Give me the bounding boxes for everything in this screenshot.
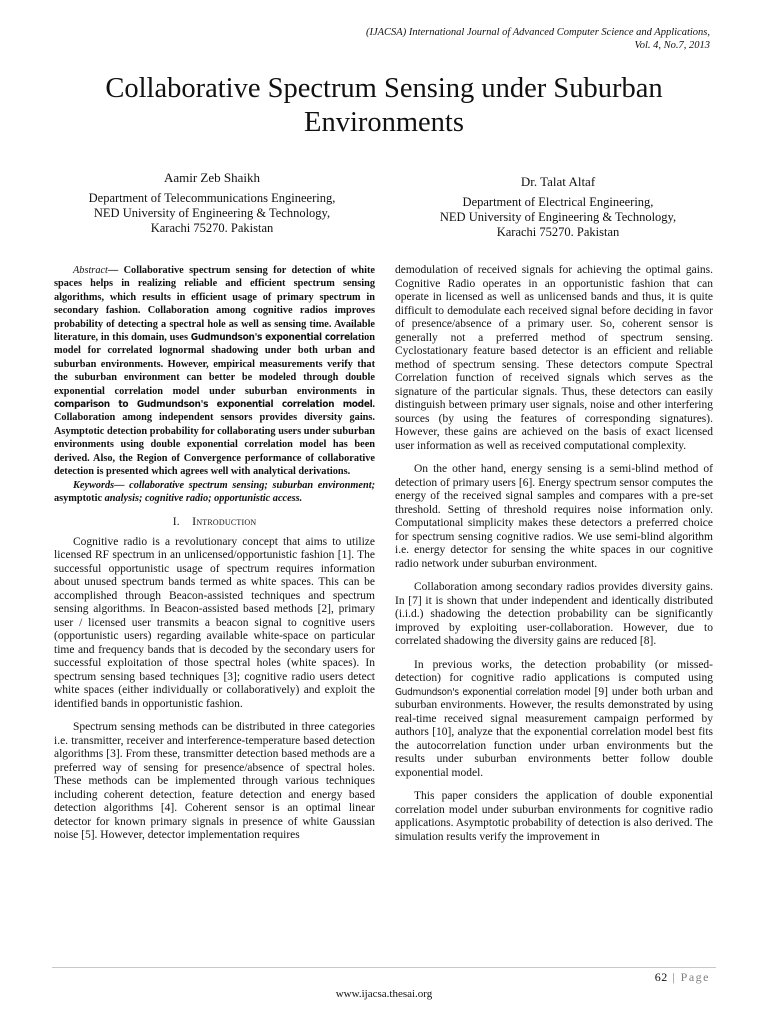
abstract-dash: — xyxy=(107,265,119,276)
author-department: Department of Telecommunications Engineering, xyxy=(88,191,336,205)
abstract xyxy=(54,264,375,479)
author-block-2 xyxy=(398,174,718,240)
page-number-separator: | xyxy=(667,970,681,984)
section-number: I. xyxy=(172,516,180,529)
right-paragraph-4-gudmundson: Gudmundson's exponential correlation model xyxy=(395,686,591,698)
keywords-plain: asymptotic xyxy=(54,492,103,504)
right-paragraph-1: demodulation of received signals for achieving the optimal gains. Cognitive Radio operates in an opportunistic fashion that can operate in licensed as well as unlicensed bands and thus, it is quite difficult to demodulate each received signal before deciding in favor of presence/absence of a primary user. So, coherent sensor is generally not a preferred method of spectrum sensing. Cyclostationary feature based detector is an efficient and reliable method of spectrum sensing. These detectors compute Spectral Correlation function of received signals which serves as the signature of the particular signals. Thus, these detectors can easily distinguish between primary user signals, noise and other interfering sources (by using the features of corresponding signatures). However, these gains are achieved on the basis of exact licensed user information as well as received computational complexity. xyxy=(395,264,713,452)
footer-divider xyxy=(52,967,716,968)
footer-url[interactable]: www.ijacsa.thesai.org xyxy=(335,988,433,1000)
keywords-text-2: analysis; cognitive radio; opportunistic access. xyxy=(102,492,303,504)
section-title: Introduction xyxy=(192,514,257,529)
right-paragraph-4 xyxy=(395,659,713,781)
abstract-label: Abstract xyxy=(73,265,108,276)
right-column xyxy=(395,264,713,844)
abstract-gudmundson-1: Gudmundson's exponential correl xyxy=(190,332,353,344)
keywords-label: Keywords xyxy=(73,479,115,491)
page-number-value: 62 xyxy=(654,970,668,984)
author-city: Karachi 75270. Pakistan xyxy=(150,221,274,235)
abstract-text-1: Collaborative spectrum sensing for detection of white spaces helps in realizing reliable and efficient spectrum sensing algorithms, which results in efficient usage of primary spectrum in secondary fashion. Collaboration among cognitive radios improves probability of detecting a spectral hole as well as sensing time. Available literature, in this domain, uses xyxy=(54,265,375,344)
abstract-text-3: . Collaboration among independent sensors provides diversity gains. Asymptotic detection probability for collaborating users under suburban environments using double exponential correlation model has been derived. Also, the Region of Convergence performance of collaborative detection is presented which agrees well with analytical derivations. xyxy=(54,399,375,478)
author-name: Aamir Zeb Shaikh xyxy=(163,170,261,185)
keywords-text-1: collaborative spectrum sensing; suburban environment; xyxy=(124,479,375,491)
left-column xyxy=(54,264,375,843)
intro-paragraph-2: Spectrum sensing methods can be distributed in three categories i.e. transmitter, receiver and interference-temperature based detection algorithms [3]. From these, transmitter detection based methods are a preferred way of sensing for presence/absence of spectral holes. These methods can be implemented through various techniques including coherent detection, feature detection and energy based detection algorithms [4]. Coherent sensor is an optimal linear detector for known primary signals in presence of white Gaussian noise [5]. However, detector implementation requires xyxy=(54,721,375,842)
keywords-dash: — xyxy=(114,479,125,491)
abstract-text-2: ation model for correlated lognormal shadowing under both urban and suburban environments. However, empirical measurements verify that the suburban environment can better be modeled through double exponential correlation model under suburban environments in xyxy=(54,332,375,397)
author-name: Dr. Talat Altaf xyxy=(520,174,596,189)
paper-title-line1: Collaborative Spectrum Sensing under Suburban xyxy=(105,73,663,104)
paper-title xyxy=(60,72,708,140)
keywords xyxy=(54,479,375,506)
right-paragraph-3: Collaboration among secondary radios provides diversity gains. In [7] it is shown that under independent and identically distributed (i.i.d.) shadowing the detection probability can be significantly improved by exploiting user-collaboration. However, due to correlated shadowing the diversity gains are reduced [8]. xyxy=(395,581,713,647)
page-number xyxy=(655,970,710,985)
author-university: NED University of Engineering & Technology, xyxy=(439,210,677,224)
journal-header-line1: (IJACSA) International Journal of Advanced Computer Science and Applications, xyxy=(365,27,710,38)
author-block-1 xyxy=(62,170,362,236)
right-paragraph-4-text-2: [9] under both urban and suburban environments. However, the results demonstrated by using real-time received signal measurement campaign performed by authors [10], analyze that the exponential correlation model best fits the autocorrelation function under urban environments but the results under suburban environments better follow double exponential model. xyxy=(395,685,713,779)
intro-paragraph-1: Cognitive radio is a revolutionary concept that aims to utilize licensed RF spectrum in an unlicensed/opportunistic fashion [1]. The successful opportunistic usage of spectrum requires information about unused spectrum bands termed as white spaces. This can be accomplished through Beacon-assisted techniques and spectrum sensing algorithms. In Beacon-assisted based methods [2], primary user / licensed user transmits a beacon signal to cognitive users (opportunistic users) regarding available white-space on particular time and frequency bands that is decoded by the secondary users for successful exploitation of those spectral holes (white spaces). In spectrum sensing based techniques [3]; cognitive radio users detect white spaces (either individually or collaboratively) and exploit the identified bands in opportunistic fashion. xyxy=(54,535,375,710)
paper-title-line2: Environments xyxy=(304,107,464,138)
section-heading-introduction xyxy=(54,515,375,530)
right-paragraph-2: On the other hand, energy sensing is a semi-blind method of detection of primary users [6]. Energy spectrum sensor computes the energy of the received signal samples and compares with a pre-set threshold. Setting of threshold requires noise information only. Computational simplicity makes these detectors a preferred choice for spectrum sensing cognitive radios. We use semi-blind algorithm i.e. energy detector for sensing the white spaces in our cognitive radio network under suburban environment. xyxy=(395,463,713,570)
right-paragraph-5: This paper considers the application of double exponential correlation model under suburban environments for cognitive radio applications. Asymptotic probability of detection is also derived. The simulation results verify the improvement in xyxy=(395,790,713,843)
right-paragraph-4-text-1: In previous works, the detection probability (or missed-detection) for cognitive radio applications is computed using xyxy=(395,658,713,684)
author-department: Department of Electrical Engineering, xyxy=(462,195,654,209)
journal-header-line2: Vol. 4, No.7, 2013 xyxy=(634,40,710,51)
author-city: Karachi 75270. Pakistan xyxy=(496,225,620,239)
abstract-gudmundson-2: comparison to Gudmundson's exponential correlation model xyxy=(54,399,373,411)
journal-header xyxy=(250,26,710,52)
author-university: NED University of Engineering & Technology, xyxy=(93,206,331,220)
page-word: Page xyxy=(680,970,710,984)
